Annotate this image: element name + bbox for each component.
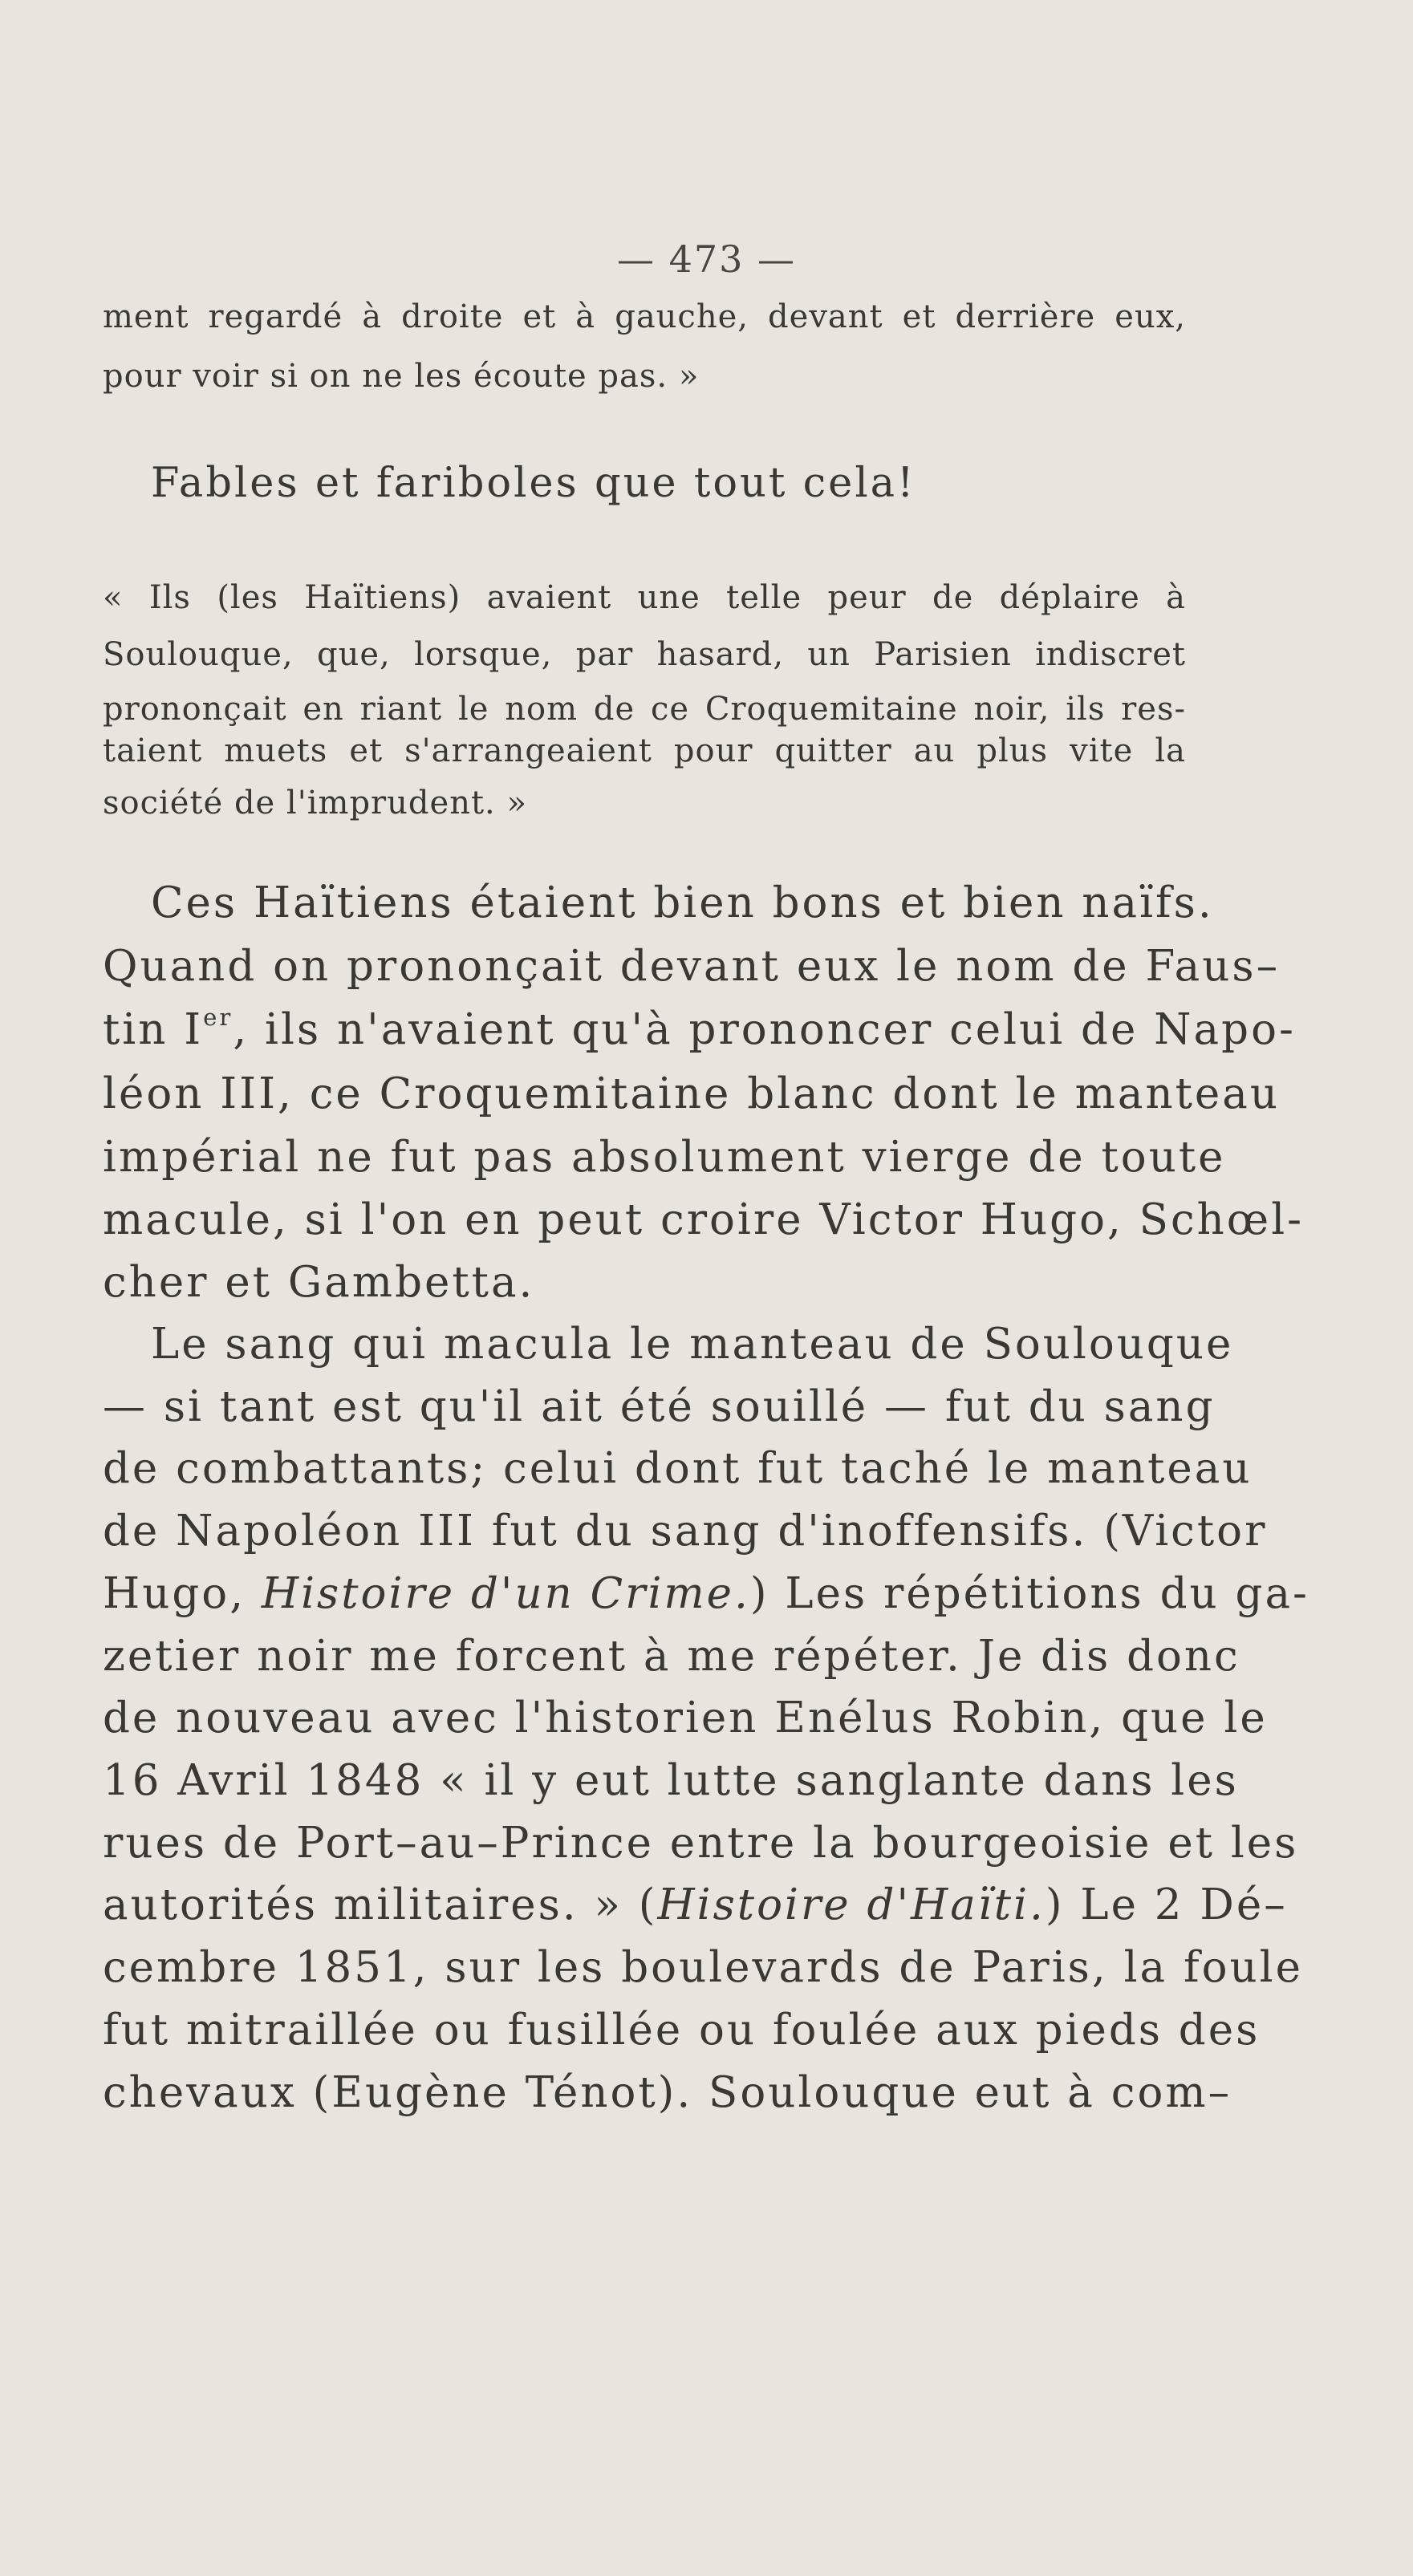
text-line: zetier noir me forcent à me répéter. Je dis donc [103, 1632, 1240, 1681]
text-line: tin Ier, ils n'avaient qu'à prononcer celui de Napo- [103, 1003, 1296, 1054]
text-line: Soulouque, que, lorsque, par hasard, un Parisien indiscret [103, 636, 1186, 673]
text-line: taient muets et s'arrangeaient pour quitter au plus vite la [103, 732, 1186, 769]
text-line: autorités militaires. » (Histoire d'Haïti.) Le 2 Dé– [103, 1880, 1288, 1929]
text-line: impérial ne fut pas absolument vierge de toute [103, 1133, 1226, 1182]
text-line: prononçait en riant le nom de ce Croquemitaine noir, ils res- [103, 691, 1186, 728]
text-line: rues de Port–au–Prince entre la bourgeoisie et les [103, 1819, 1299, 1868]
text-line: fut mitraillée ou fusillée ou foulée aux pieds des [103, 2006, 1261, 2055]
text-line: Le sang qui macula le manteau de Soulouque [151, 1320, 1234, 1369]
text-line: pour voir si on ne les écoute pas. » [103, 358, 700, 395]
text-line: société de l'imprudent. » [103, 785, 527, 821]
text-line: 16 Avril 1848 « il y eut lutte sanglante dans les [103, 1756, 1239, 1805]
text-line: léon III, ce Croquemitaine blanc dont le manteau [103, 1069, 1281, 1118]
text-line: cher et Gambetta. [103, 1258, 535, 1307]
text-line: « Ils (les Haïtiens) avaient une telle peur de déplaire à [103, 579, 1186, 616]
text-line: Quand on prononçait devant eux le nom de Faus– [103, 942, 1281, 991]
text-line: de nouveau avec l'historien Enélus Robin, que le [103, 1694, 1268, 1742]
text-line: Ces Haïtiens étaient bien bons et bien naïfs. [151, 878, 1214, 927]
page-number: — 473 — [616, 237, 797, 281]
text-line: Fables et fariboles que tout cela! [151, 460, 916, 507]
text-line: chevaux (Eugène Ténot). Soulouque eut à com– [103, 2068, 1232, 2117]
text-line: de combattants; celui dont fut taché le manteau [103, 1444, 1253, 1493]
text-line: Hugo, Histoire d'un Crime.) Les répétitions du ga- [103, 1569, 1309, 1618]
text-line: cembre 1851, sur les boulevards de Paris, la foule [103, 1943, 1303, 1992]
text-line: ment regardé à droite et à gauche, devant et derrière eux, [103, 298, 1186, 335]
text-line: macule, si l'on en peut croire Victor Hugo, Schœl- [103, 1195, 1305, 1244]
text-line: de Napoléon III fut du sang d'inoffensifs. (Victor [103, 1507, 1268, 1556]
text-line: — si tant est qu'il ait été souillé — fut du sang [103, 1382, 1216, 1431]
